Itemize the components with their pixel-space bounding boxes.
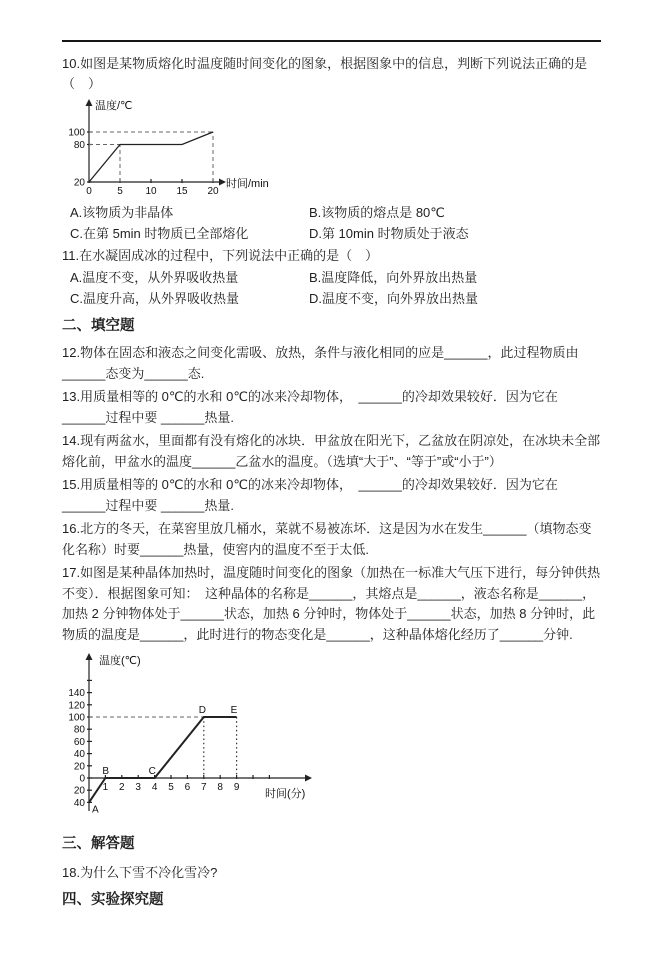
svg-text:10: 10 xyxy=(145,186,157,197)
question-11-options xyxy=(62,269,601,307)
question-11: 11.在水凝固成冰的过程中，下列说法中正确的是（ ） xyxy=(62,248,379,263)
svg-text:3: 3 xyxy=(135,782,141,793)
svg-text:0: 0 xyxy=(86,186,92,197)
question-10: 10.如图是某物质熔化时温度随时间变化的图象，根据图象中的信息，判断下列说法正确的是（ ） xyxy=(62,56,588,91)
question-17: 17.如图是某种晶体加热时，温度随时间变化的图象（加热在一标准大气压下进行，每分钟供热不变）．根据图象可知： 这种晶体的名称是______，其熔点是______，液态名称是______，加热 2 分钟物体处于______状态，加热 6 分钟时，物体处于______状态，加热 8 分钟时，此物质的温度是______，此时进行的物态变化是______，这种晶体熔化经历了______分钟. xyxy=(62,565,601,642)
q10-option-d: D.第 10min 时物质处于液态 xyxy=(308,226,469,241)
section-fill-in-header: 二、填空题 xyxy=(62,318,135,334)
question-15: 15.用质量相等的 0℃的水和 0℃的冰来冷却物体， ______的冷却效果较好．因为它在 ______过程中要 ______热量. xyxy=(62,477,558,513)
svg-text:20: 20 xyxy=(73,761,85,773)
svg-text:120: 120 xyxy=(68,700,85,712)
question-16: 16.北方的冬天，在菜窖里放几桶水，菜就不易被冻坏．这是因为水在发生______（填物态变化名称）时要______热量，使窖内的温度不至于太低. xyxy=(62,521,592,557)
svg-text:A: A xyxy=(92,804,99,816)
svg-text:时间/min: 时间/min xyxy=(226,178,269,190)
svg-text:20: 20 xyxy=(73,785,85,797)
svg-text:E: E xyxy=(230,705,238,716)
svg-text:6: 6 xyxy=(184,782,191,793)
svg-text:1: 1 xyxy=(102,782,109,793)
q11-option-b: B.温度降低，向外界放出热量 xyxy=(308,270,478,285)
svg-text:时间(分): 时间(分) xyxy=(265,788,306,800)
svg-text:5: 5 xyxy=(168,782,174,793)
svg-text:80: 80 xyxy=(73,140,85,151)
q11-option-a: A.温度不变，从外界吸收热量 xyxy=(70,270,239,285)
worksheet-page xyxy=(0,40,661,909)
svg-text:5: 5 xyxy=(117,186,123,197)
question-13: 13.用质量相等的 0℃的水和 0℃的冰来冷却物体， ______的冷却效果较好．因为它在 ______过程中要 ______热量. xyxy=(62,389,558,425)
svg-text:7: 7 xyxy=(201,782,207,793)
q10-option-b: B.该物质的熔点是 80℃ xyxy=(308,205,445,220)
section-experiment-header: 四、实验探究题 xyxy=(62,892,164,908)
heating-chart xyxy=(55,651,375,823)
svg-text:8: 8 xyxy=(217,782,223,793)
question-14: 14.现有两盆水，里面都有没有熔化的冰块．甲盆放在阳光下，乙盆放在阴凉处，在冰块未全部熔化前，甲盆水的温度______乙盆水的温度。（选填“大于”、“等于”或“小于”） xyxy=(62,433,601,469)
svg-text:60: 60 xyxy=(73,736,85,748)
question-18: 18.为什么下雪不冷化雪冷? xyxy=(62,865,218,880)
svg-text:20: 20 xyxy=(207,186,219,197)
section-answer-header: 三、解答题 xyxy=(62,836,135,852)
svg-text:2: 2 xyxy=(119,782,125,793)
q10-option-a: A.该物质为非晶体 xyxy=(70,205,174,220)
svg-text:20: 20 xyxy=(73,177,85,189)
svg-text:100: 100 xyxy=(68,127,85,139)
svg-text:40: 40 xyxy=(73,749,85,761)
melting-chart xyxy=(59,97,319,201)
q11-option-c: C.温度升高，从外界吸收热量 xyxy=(70,291,240,306)
svg-text:温度/℃: 温度/℃ xyxy=(95,100,133,112)
svg-text:D: D xyxy=(198,705,207,716)
svg-text:0: 0 xyxy=(79,773,85,785)
top-rule xyxy=(62,40,601,42)
question-10-options xyxy=(62,204,601,242)
svg-text:100: 100 xyxy=(68,712,85,724)
q10-option-c: C.在第 5min 时物质已全部熔化 xyxy=(70,226,249,241)
q11-option-d: D.温度不变，向外界放出热量 xyxy=(308,291,478,306)
svg-text:15: 15 xyxy=(176,186,188,197)
svg-text:B: B xyxy=(102,766,110,777)
svg-text:80: 80 xyxy=(73,724,85,736)
svg-text:温度(℃): 温度(℃) xyxy=(99,655,141,667)
svg-text:40: 40 xyxy=(73,797,85,809)
svg-text:C: C xyxy=(148,766,156,777)
question-12: 12.物体在固态和液态之间变化需吸、放热，条件与液化相同的应是______，此过程物质由______态变为______态. xyxy=(62,345,579,381)
svg-text:9: 9 xyxy=(233,782,240,793)
svg-text:4: 4 xyxy=(151,782,158,793)
svg-text:140: 140 xyxy=(68,688,85,700)
